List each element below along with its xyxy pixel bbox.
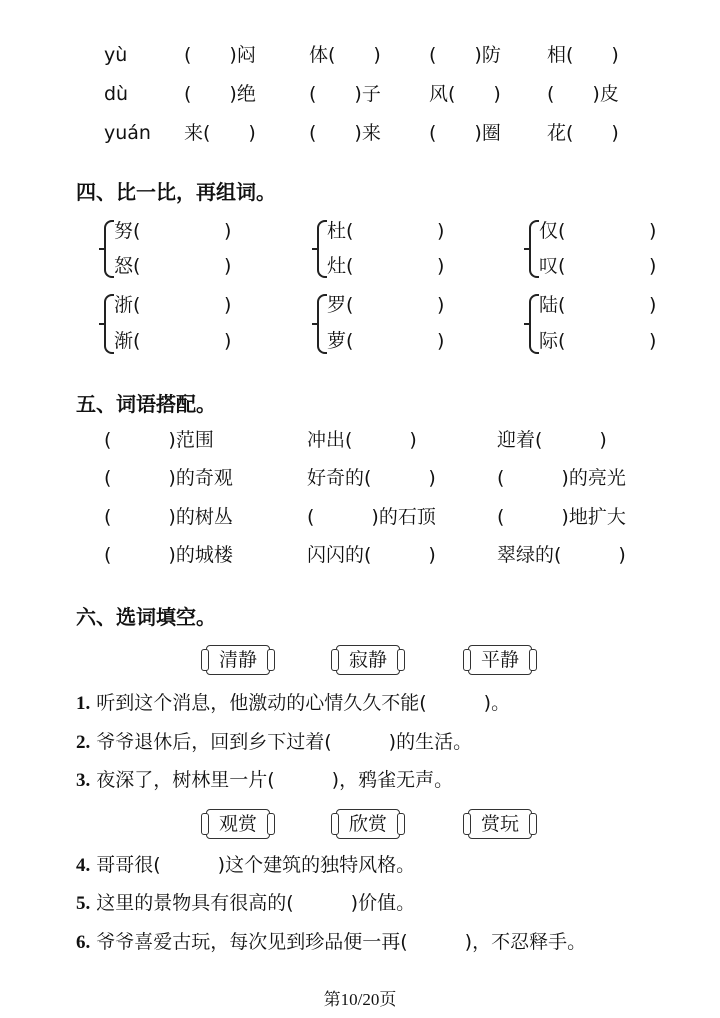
fill-item: ( )防 bbox=[429, 44, 501, 66]
compare-close: ) bbox=[649, 220, 657, 242]
compare-close: ) bbox=[224, 255, 232, 277]
sentence bbox=[76, 767, 453, 794]
sentence bbox=[76, 852, 415, 879]
compare-char: 际( bbox=[539, 330, 566, 352]
fill-item: 风( ) bbox=[429, 83, 501, 105]
compare-char: 萝( bbox=[327, 330, 354, 352]
sentence-text: 听到这个消息，他激动的心情久久不能( )。 bbox=[96, 692, 511, 714]
sentence bbox=[76, 729, 472, 756]
word-scroll: 清静 bbox=[206, 645, 270, 675]
compare-char: 叹( bbox=[539, 255, 566, 277]
fill-item: 来( ) bbox=[184, 122, 256, 144]
compare-close: ) bbox=[437, 294, 445, 316]
compare-char: 陆( bbox=[539, 294, 566, 316]
brace-icon bbox=[104, 220, 114, 278]
compare-close: ) bbox=[649, 294, 657, 316]
sentence-number: 1. bbox=[76, 693, 91, 714]
brace-icon bbox=[317, 294, 327, 354]
matching-item: 迎着( ) bbox=[497, 429, 607, 451]
compare-char: 罗( bbox=[327, 294, 354, 316]
section-4-title: 四、比一比，再组词。 bbox=[76, 180, 276, 204]
sentence bbox=[76, 890, 415, 917]
compare-char: 努( bbox=[114, 220, 141, 242]
compare-char: 仅( bbox=[539, 220, 566, 242]
matching-item: ( )地扩大 bbox=[497, 506, 626, 528]
sentence bbox=[76, 929, 586, 956]
fill-item: ( )皮 bbox=[547, 83, 619, 105]
matching-item: ( )的石顶 bbox=[307, 506, 436, 528]
word-scroll: 欣赏 bbox=[336, 809, 400, 839]
compare-close: ) bbox=[437, 330, 445, 352]
compare-close: ) bbox=[224, 330, 232, 352]
pinyin-label: dù bbox=[104, 83, 129, 105]
fill-item: ( )闷 bbox=[184, 44, 256, 66]
fill-item: ( )子 bbox=[309, 83, 381, 105]
compare-char: 杜( bbox=[327, 220, 354, 242]
fill-item: 相( ) bbox=[547, 44, 619, 66]
fill-item: ( )来 bbox=[309, 122, 381, 144]
compare-char: 渐( bbox=[114, 330, 141, 352]
matching-item: 好奇的( ) bbox=[307, 467, 436, 489]
matching-item: ( )的亮光 bbox=[497, 467, 626, 489]
compare-char: 怒( bbox=[114, 255, 141, 277]
matching-item: ( )范围 bbox=[104, 429, 214, 451]
compare-char: 灶( bbox=[327, 255, 354, 277]
sentence-number: 4. bbox=[76, 855, 91, 876]
sentence-number: 6. bbox=[76, 932, 91, 953]
word-scroll: 观赏 bbox=[206, 809, 270, 839]
matching-item: ( )的奇观 bbox=[104, 467, 233, 489]
word-scroll: 寂静 bbox=[336, 645, 400, 675]
compare-char: 浙( bbox=[114, 294, 141, 316]
section-5-title: 五、词语搭配。 bbox=[76, 392, 216, 416]
sentence-number: 2. bbox=[76, 732, 91, 753]
sentence bbox=[76, 690, 510, 717]
sentence-text: 这里的景物具有很高的( )价值。 bbox=[96, 892, 416, 914]
brace-icon bbox=[104, 294, 114, 354]
fill-item: 花( ) bbox=[547, 122, 619, 144]
word-scroll: 赏玩 bbox=[468, 809, 532, 839]
brace-icon bbox=[529, 294, 539, 354]
brace-icon bbox=[529, 220, 539, 278]
fill-item: 体( ) bbox=[309, 44, 381, 66]
pinyin-label: yuán bbox=[104, 122, 151, 144]
compare-close: ) bbox=[649, 330, 657, 352]
sentence-text: 哥哥很( )这个建筑的独特风格。 bbox=[96, 854, 416, 876]
fill-item: ( )圈 bbox=[429, 122, 501, 144]
matching-item: 冲出( ) bbox=[307, 429, 417, 451]
compare-close: ) bbox=[437, 220, 445, 242]
page-number: 第10/20页 bbox=[323, 990, 397, 1009]
sentence-text: 爷爷喜爱古玩，每次见到珍品便一再( )，不忍释手。 bbox=[96, 931, 587, 953]
compare-close: ) bbox=[437, 255, 445, 277]
matching-item: 闪闪的( ) bbox=[307, 544, 436, 566]
compare-close: ) bbox=[649, 255, 657, 277]
fill-item: ( )绝 bbox=[184, 83, 256, 105]
matching-item: ( )的城楼 bbox=[104, 544, 233, 566]
brace-icon bbox=[317, 220, 327, 278]
word-scroll: 平静 bbox=[468, 645, 532, 675]
compare-close: ) bbox=[224, 294, 232, 316]
matching-item: ( )的树丛 bbox=[104, 506, 233, 528]
section-6-title: 六、选词填空。 bbox=[76, 605, 216, 629]
sentence-number: 5. bbox=[76, 893, 91, 914]
compare-close: ) bbox=[224, 220, 232, 242]
sentence-number: 3. bbox=[76, 770, 91, 791]
sentence-text: 爷爷退休后，回到乡下过着( )的生活。 bbox=[96, 731, 473, 753]
pinyin-label: yù bbox=[104, 44, 128, 66]
sentence-text: 夜深了，树林里一片( )，鸦雀无声。 bbox=[96, 769, 454, 791]
matching-item: 翠绿的( ) bbox=[497, 544, 626, 566]
